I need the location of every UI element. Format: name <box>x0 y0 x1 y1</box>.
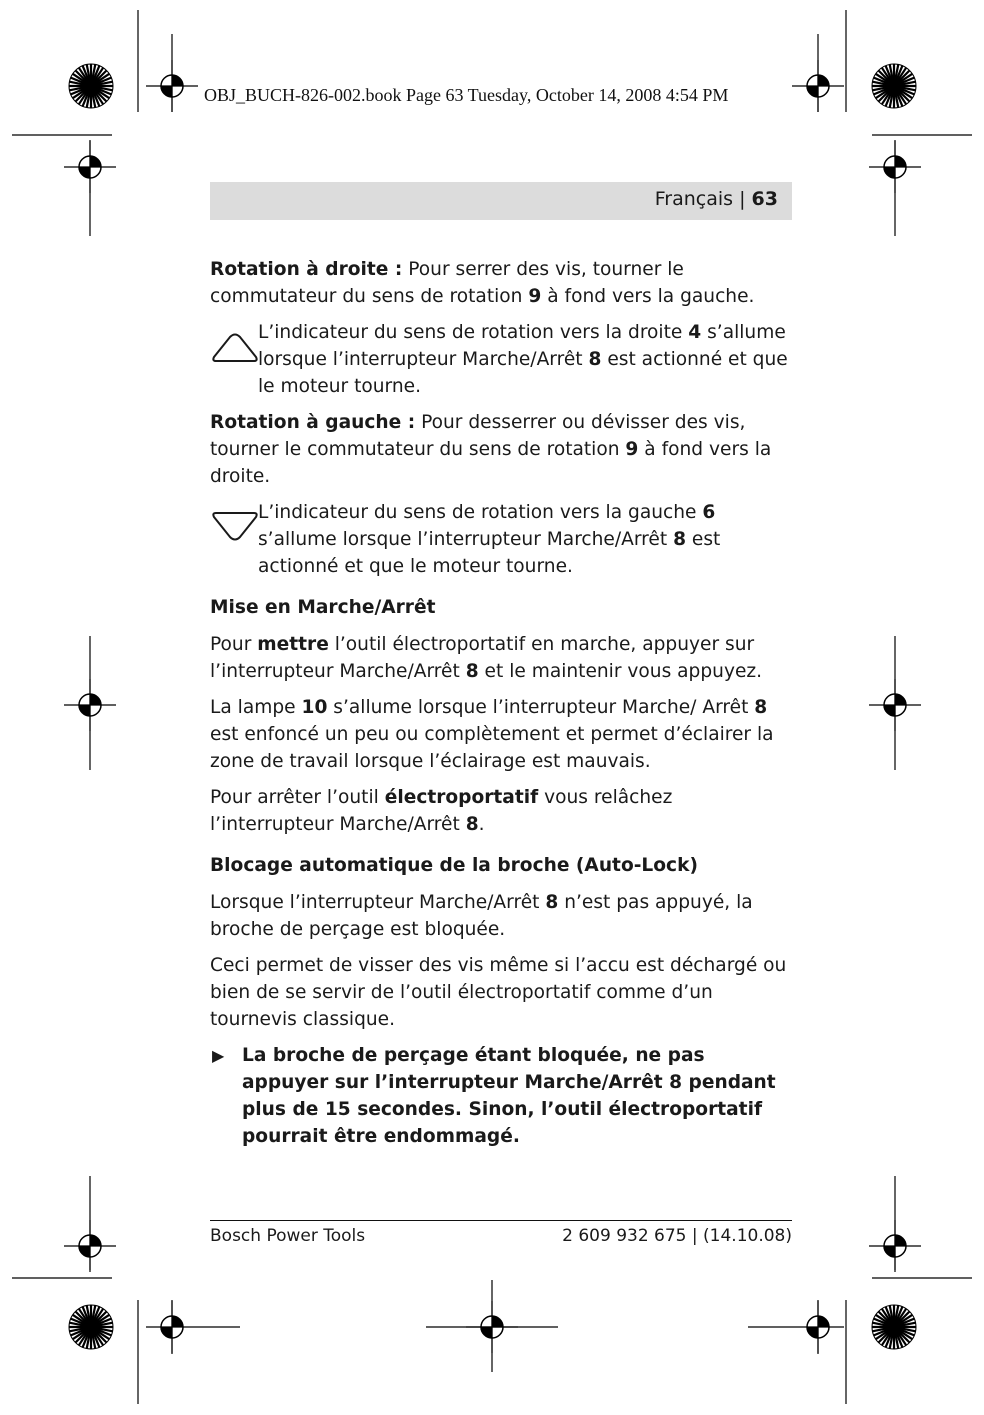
note-right-indicator <box>210 319 792 400</box>
warning-text: La broche de perçage étant bloquée, ne pas appuyer sur l’interrupteur Marche/Arrêt 8 pendant plus de 15 secondes. Sinon, l’outil électroportatif pourrait être endommagé. <box>242 1045 776 1147</box>
ref-number: 8 <box>465 814 479 835</box>
text: à fond vers la gauche. <box>541 286 755 307</box>
bullet-arrow-icon: ▶ <box>212 1046 225 1065</box>
ref-number: 6 <box>702 502 716 523</box>
text: Pour serrer des vis, tourner le commutateur du sens de rotation <box>210 259 684 307</box>
paragraph-lock-2: Ceci permet de visser des vis même si l’accu est déchargé ou bien de se servir de l’outil électroportatif comme d’un tournevis classique. <box>210 955 787 1030</box>
page-header <box>210 182 792 220</box>
paragraph-rotation-right <box>210 256 792 310</box>
triangle-down-icon <box>210 511 260 543</box>
text: Pour desserrer ou dévisser des vis, tourner le commutateur du sens de rotation <box>210 412 746 460</box>
text: s’allume lorsque l’interrupteur Marche/Arrêt <box>258 322 786 370</box>
ref-number: 8 <box>465 661 479 682</box>
paragraph-rotation-left <box>210 409 792 490</box>
footer-brand: Bosch Power Tools <box>210 1226 366 1246</box>
print-slug: OBJ_BUCH-826-002.book Page 63 Tuesday, October 14, 2008 4:54 PM <box>204 85 729 105</box>
text: Pour arrêter l’outil <box>210 787 385 808</box>
text: vous relâchez l’interrupteur Marche/Arrêt <box>210 787 673 835</box>
ref-number: 8 <box>545 892 559 913</box>
header-language: Français | <box>654 188 752 210</box>
footer-rule <box>210 1220 792 1221</box>
ref-number: 10 <box>301 697 328 718</box>
text: s’allume lorsque l’interrupteur Marche/Arrêt <box>258 529 674 550</box>
paragraph-switch-on <box>210 631 792 685</box>
heading-on-off: Mise en Marche/Arrêt <box>210 597 436 618</box>
page-content <box>210 256 792 1150</box>
text: L’indicateur du sens de rotation vers la droite <box>258 322 689 343</box>
text: à fond vers la droite. <box>210 439 772 487</box>
label-rotation-right: Rotation à droite : <box>210 259 403 280</box>
paragraph-switch-off <box>210 784 792 838</box>
text: et le maintenir vous appuyez. <box>478 661 763 682</box>
label-rotation-left: Rotation à gauche : <box>210 412 416 433</box>
text: s’allume lorsque l’interrupteur Marche/ Arrêt <box>327 697 755 718</box>
ref-number: 8 <box>673 529 687 550</box>
text: . <box>478 814 485 835</box>
text: est enfoncé un peu ou complètement et permet d’éclairer la zone de travail lorsque l’éclairage est mauvais. <box>210 724 774 772</box>
text: Pour <box>210 634 258 655</box>
ref-number: 8 <box>588 349 602 370</box>
text: n’est pas appuyé, la broche de perçage est bloquée. <box>210 892 753 940</box>
emphasis: mettre <box>257 634 329 655</box>
paragraph-lock-1 <box>210 889 792 943</box>
warning-note <box>210 1042 792 1150</box>
note-left-indicator <box>210 499 792 580</box>
text: l’outil électroportatif en marche, appuyer sur l’interrupteur Marche/Arrêt <box>210 634 755 682</box>
text: L’indicateur du sens de rotation vers la gauche <box>258 502 703 523</box>
text: La lampe <box>210 697 302 718</box>
footer-doc-number: 2 609 932 675 | (14.10.08) <box>562 1226 792 1246</box>
header-text <box>655 188 778 210</box>
heading-auto-lock: Blocage automatique de la broche (Auto-Lock) <box>210 855 698 876</box>
text: est actionné et que le moteur tourne. <box>258 349 788 397</box>
triangle-up-icon <box>210 331 260 363</box>
page-number: 63 <box>751 188 778 210</box>
ref-number: 9 <box>528 286 542 307</box>
ref-number: 9 <box>625 439 639 460</box>
text: Lorsque l’interrupteur Marche/Arrêt <box>210 892 546 913</box>
paragraph-lamp <box>210 694 792 775</box>
ref-number: 8 <box>754 697 768 718</box>
text: est actionné et que le moteur tourne. <box>258 529 721 577</box>
emphasis: électroportatif <box>384 787 539 808</box>
ref-number: 4 <box>688 322 702 343</box>
